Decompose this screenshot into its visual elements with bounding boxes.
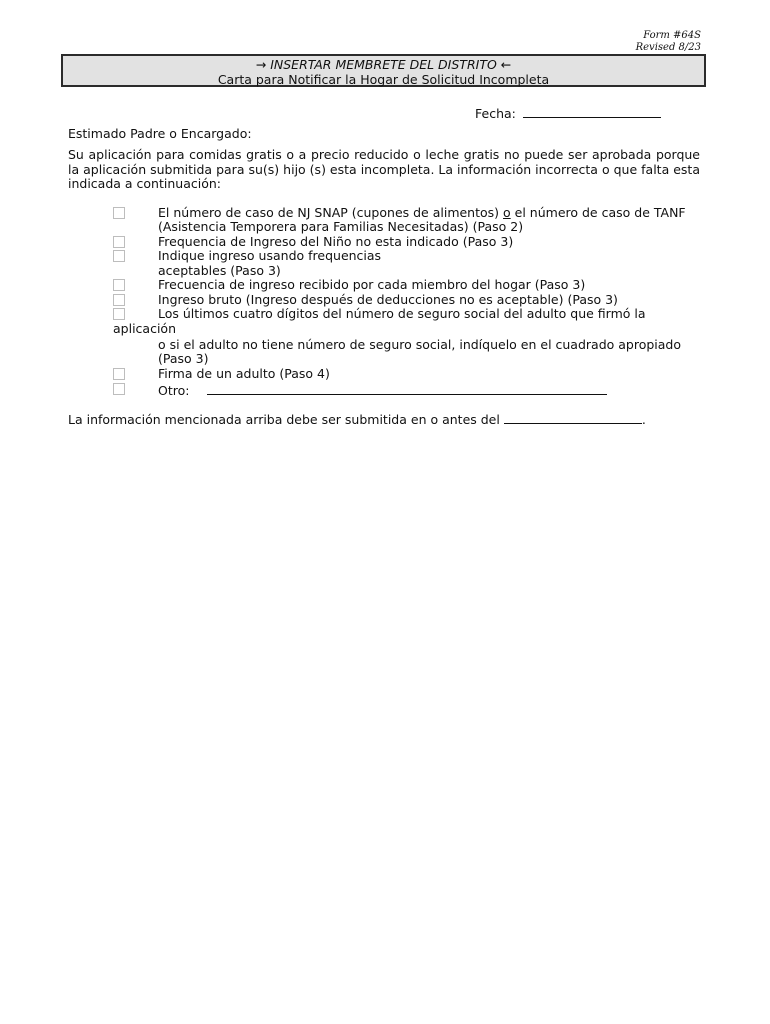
- revision-date: Revised 8/23: [635, 42, 701, 53]
- other-input-line[interactable]: [207, 382, 607, 395]
- checkbox-ssn[interactable]: [113, 308, 125, 320]
- closing-sentence: La información mencionada arriba debe ser submitida en o antes del .: [68, 412, 646, 427]
- letterhead-placeholder: → INSERTAR MEMBRETE DEL DISTRITO ←: [255, 57, 512, 72]
- item-child-income: Frequencia de Ingreso del Niño no esta indicado (Paso 3): [158, 234, 514, 249]
- form-identifier: [636, 30, 701, 54]
- item-other: [158, 382, 607, 399]
- underlined-o: o: [503, 205, 511, 220]
- deadline-input-line[interactable]: [504, 411, 642, 424]
- item-household-income: Frecuencia de ingreso recibido por cada miembro del hogar (Paso 3): [158, 277, 586, 292]
- checkbox-gross-income[interactable]: [113, 294, 125, 306]
- item-gross-income: Ingreso bruto (Ingreso después de deducciones no es aceptable) (Paso 3): [158, 292, 618, 307]
- form-number: Form #64S: [643, 30, 701, 41]
- item-income-frequency: Indique ingreso usando frequencias: [158, 248, 382, 263]
- letter-title: Carta para Notificar la Hogar de Solicitud Incompleta: [217, 72, 550, 87]
- checkbox-other[interactable]: [113, 383, 125, 395]
- date-label: Fecha:: [475, 106, 516, 121]
- item-signature: Firma de un adulto (Paso 4): [158, 366, 330, 381]
- checkbox-income-frequency[interactable]: [113, 250, 125, 262]
- date-field: [475, 105, 661, 121]
- letterhead-box: [61, 54, 706, 87]
- checkbox-signature[interactable]: [113, 368, 125, 380]
- checkbox-snap-tanf[interactable]: [113, 207, 125, 219]
- date-input-line[interactable]: [523, 105, 661, 118]
- item-ssn-line2: o si el adulto no tiene número de seguro social, indíquelo en el cuadrado apropiado: [158, 337, 682, 352]
- item-ssn-line3: (Paso 3): [158, 351, 209, 366]
- other-label: Otro:: [158, 383, 190, 398]
- item-ssn-wrap: aplicación: [113, 321, 176, 336]
- item-ssn: Los últimos cuatro dígitos del número de seguro social del adulto que firmó la: [158, 306, 646, 321]
- item-snap-tanf: El número de caso de NJ SNAP (cupones de alimentos) o el número de caso de TANF: [158, 205, 686, 220]
- item-income-frequency-line2: aceptables (Paso 3): [158, 263, 281, 278]
- intro-paragraph: Su aplicación para comidas gratis o a precio reducido o leche gratis no puede ser aprobada porque la aplicación submitida para su(s) hijo (s) esta incompleta. La información incorrecta o que falta esta indicada a continuación:: [68, 147, 700, 191]
- checkbox-household-income[interactable]: [113, 279, 125, 291]
- item-snap-tanf-line2: (Asistencia Temporera para Familias Necesitadas) (Paso 2): [158, 219, 524, 234]
- checkbox-child-income[interactable]: [113, 236, 125, 248]
- greeting: Estimado Padre o Encargado:: [68, 126, 252, 141]
